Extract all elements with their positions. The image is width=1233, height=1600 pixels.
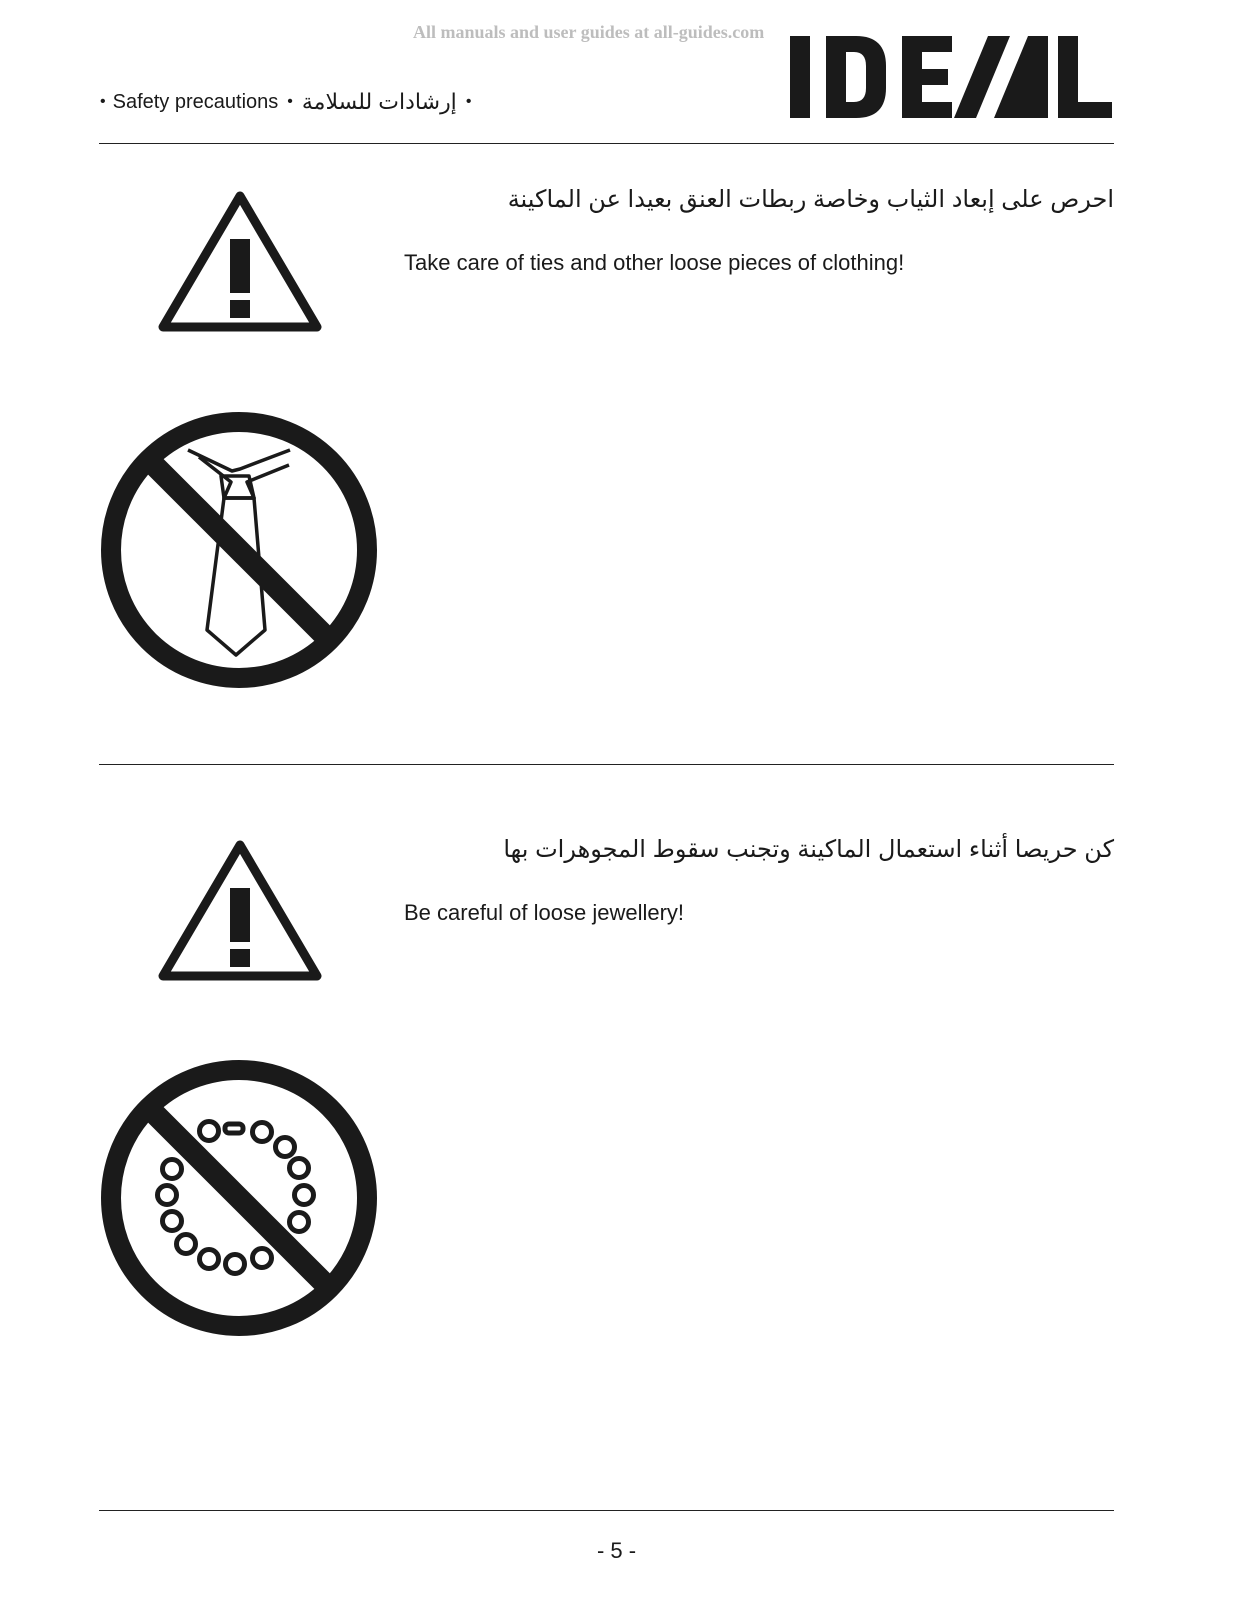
- page-number: - 5 -: [596, 1538, 637, 1563]
- warning-triangle-icon: [155, 835, 325, 985]
- warning-text-en: Take care of ties and other loose pieces of clothing!: [404, 250, 905, 275]
- watermark: All manuals and user guides at all-guides.com: [413, 22, 765, 42]
- warning-triangle-icon: [155, 186, 325, 336]
- warning-text-en: Be careful of loose jewellery!: [404, 900, 685, 925]
- section-title-ar: إرشادات للسلامة: [301, 89, 457, 114]
- footer-rule: [99, 1510, 1114, 1511]
- no-jewellery-icon: [99, 1058, 379, 1338]
- bullet: •: [100, 93, 106, 110]
- no-tie-icon: [99, 410, 379, 690]
- bullet: •: [465, 93, 472, 110]
- section-header: [100, 88, 480, 116]
- section-divider: [99, 764, 1114, 765]
- bullet: •: [287, 93, 293, 110]
- header-rule: [99, 143, 1114, 144]
- ideal-logo: [790, 36, 1112, 118]
- warning-text-ar: احرص على إبعاد الثياب وخاصة ربطات العنق بعيدا عن الماكينة: [507, 186, 1114, 213]
- section-title-en: Safety precautions: [112, 90, 279, 113]
- warning-text-ar: كن حريصا أثناء استعمال الماكينة وتجنب سقوط المجوهرات بها: [503, 836, 1114, 863]
